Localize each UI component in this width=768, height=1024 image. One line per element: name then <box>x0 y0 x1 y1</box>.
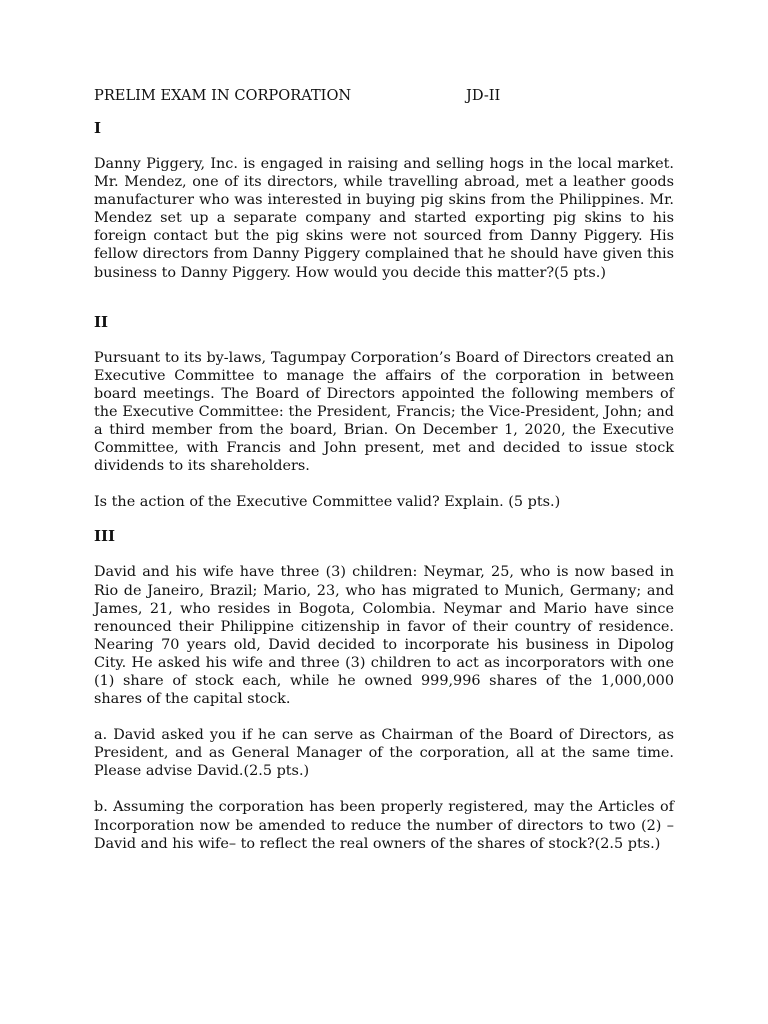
question-1-text: Danny Piggery, Inc. is engaged in raising and selling hogs in the local market. Mr. Mendez, one of its directors, while travelling abroad, met a leather goods manufacturer who was interested in buying pig skins from the Philippines. Mr. Mendez set up a separate company and started exporting pig skins to his foreign contact but the pig skins were not sourced from Danny Piggery. His fellow directors from Danny Piggery complained that he should have given this business to Danny Piggery. How would you decide this matter?(5 pts.) <box>94 156 674 281</box>
question-2-facts: Pursuant to its by-laws, Tagumpay Corporation’s Board of Directors created an Executive Committee to manage the affairs of the corporation in between board meetings. The Board of Directors appointed the following members of the Executive Committee: the President, Francis; the Vice-President, John; and a third member from the board, Brian. On December 1, 2020, the Executive Committee, with Francis and John present, met and decided to issue stock dividends to its shareholders. <box>94 349 674 475</box>
question-numeral: III <box>94 527 116 546</box>
exam-title: PRELIM EXAM IN CORPORATION <box>94 87 352 104</box>
question-3b-prompt: b. Assuming the corporation has been properly registered, may the Articles of Incorporation now be amended to reduce the number of directors to two (2) – David and his wife– to reflect the real owners of the shares of stock?(2.5 pts.) <box>94 799 674 852</box>
question-numeral: I <box>94 119 102 137</box>
question-2-prompt: Is the action of the Executive Committee valid? Explain. (5 pts.) <box>94 494 561 511</box>
question-3a-prompt: a. David asked you if he can serve as Chairman of the Board of Directors, as President, and as General Manager of the corporation, all at the same time. Please advise David.(2.5 pts.) <box>94 727 674 780</box>
question-section-1 <box>94 118 674 282</box>
exam-header <box>94 86 674 106</box>
question-numeral: II <box>94 312 109 331</box>
class-code: JD-II <box>466 87 501 104</box>
question-3-facts: David and his wife have three (3) children: Neymar, 25, who is now based in Rio de Janeiro, Brazil; Mario, 23, who has migrated to Munich, Germany; and James, 21, who resides in Bogota, Colombia. Neymar and Mario have since renounced their Philippine citizenship in favor of their country of residence. Nearing 70 years old, David decided to incorporate his business in Dipolog City. He asked his wife and three (3) children to act as incorporators with one (1) share of stock each, while he owned 999,996 shares of the 1,000,000 shares of the capital stock. <box>94 564 674 708</box>
question-section-2 <box>94 312 674 512</box>
question-section-3 <box>94 526 674 852</box>
